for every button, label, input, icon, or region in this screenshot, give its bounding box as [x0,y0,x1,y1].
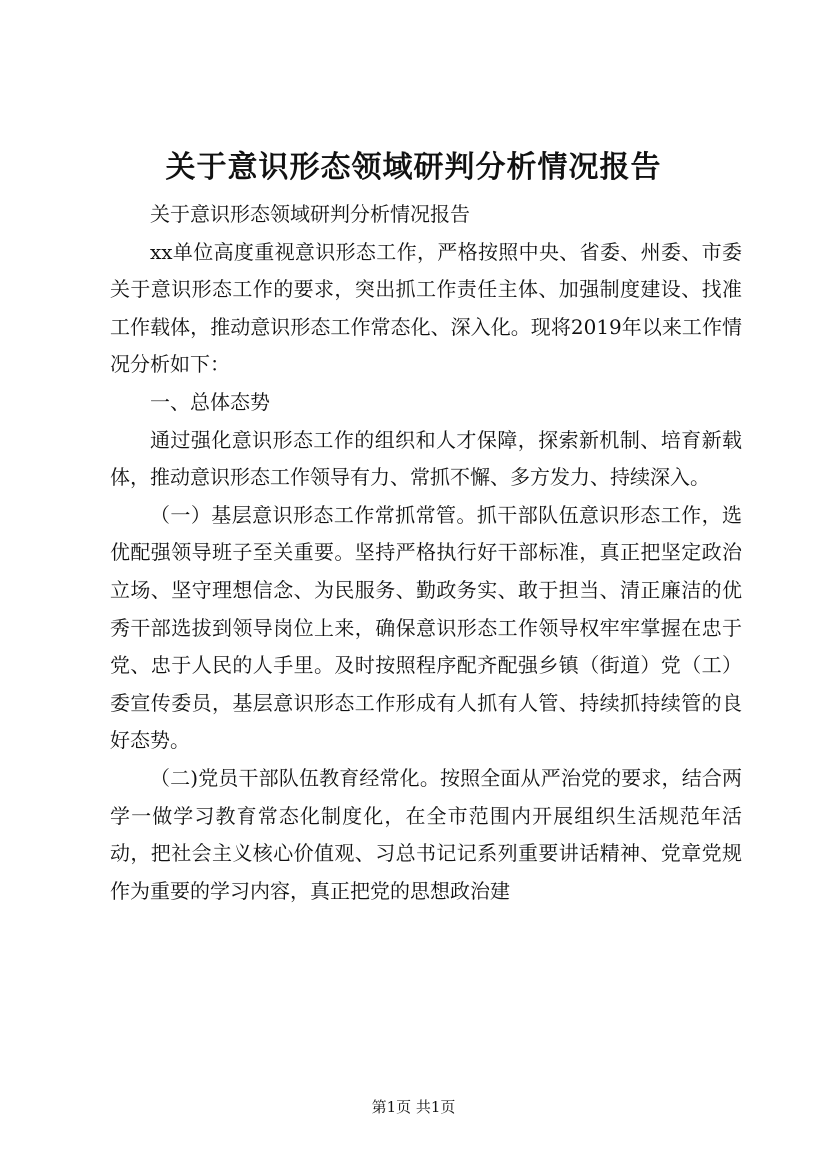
paragraph-item-1: （一）基层意识形态工作常抓常管。抓干部队伍意识形态工作，选优配强领导班子至关重要。坚持严格执行好干部标准，真正把坚定政治立场、坚守理想信念、为民服务、勤政务实、敢于担当、清正廉洁的优秀干部选拔到领导岗位上来，确保意识形态工作领导权牢牢掌握在忠于党、忠于人民的人手里。及时按照程序配齐配强乡镇（街道）党（工）委宣传委员，基层意识形态工作形成有人抓有人管、持续抓持续管的良好态势。 [110,502,742,753]
paragraph-intro: xx单位高度重视意识形态工作，严格按照中央、省委、州委、市委关于意识形态工作的要求，突出抓工作责任主体、加强制度建设、找准工作载体，推动意识形态工作常态化、深入化。现将2019年以来工作情况分析如下： [110,239,742,377]
document-title: 关于意识形态领域研判分析情况报告 [165,150,662,185]
document-body [110,196,742,910]
paragraph-item-2: （二)党员干部队伍教育经常化。按照全面从严治党的要求，结合两学一做学习教育常态化制度化，在全市范围内开展组织生活规范年活动，把社会主义核心价值观、习总书记记系列重要讲话精神、党章党规作为重要的学习内容，真正把党的思想政治建 [110,765,742,903]
paragraph-overall: 通过强化意识形态工作的组织和人才保障，探索新机制、培育新载体，推动意识形态工作领导有力、常抓不懈、多方发力、持续深入。 [110,427,742,490]
paragraph-subtitle: 关于意识形态领域研判分析情况报告 [150,202,470,226]
section-heading-overall: 一、总体态势 [150,389,270,414]
page-footer: 第1页 共1页 [371,1098,456,1116]
